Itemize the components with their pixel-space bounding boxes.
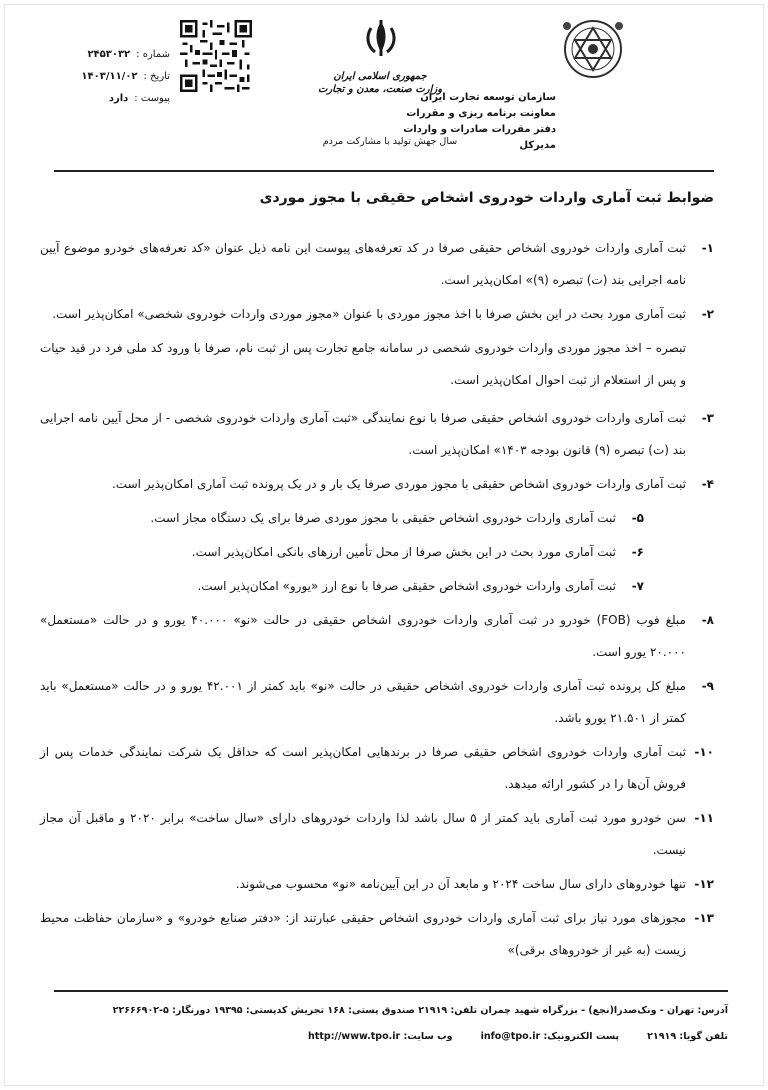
footer-phone: تلفن گویا: ۲۱۹۱۹	[647, 1031, 728, 1042]
regulation-item	[40, 868, 714, 900]
item-number: ۱-	[701, 241, 714, 255]
meta-attachment-label: پیوست :	[134, 93, 170, 104]
qr-code	[180, 20, 252, 92]
meta-number-label: شماره :	[136, 49, 170, 60]
regulation-item	[40, 502, 714, 534]
regulation-item	[40, 902, 714, 966]
item-number: ۱۱-	[694, 811, 714, 825]
org-name: سازمان توسعه تجارت ایران	[420, 92, 556, 103]
item-number: ۶-	[631, 545, 644, 559]
regulation-item	[40, 604, 714, 668]
regulation-item	[40, 232, 714, 296]
item-number: ۲-	[701, 307, 714, 321]
regulation-item	[40, 468, 714, 500]
item-number: ۵-	[631, 511, 644, 525]
regulation-list	[40, 232, 714, 968]
item-number: ۸-	[701, 613, 714, 627]
letter-meta	[30, 44, 170, 110]
note-text: تبصره – اخذ مجوز موردی واردات خودروی شخصی در سامانه جامع تجارت پس از ثبت نام، صرفا با ورود کد ملی فرد در قید حیات و پس از استعلام از ثبت احوال امکان‌پذیر است.	[40, 341, 686, 387]
item-text: مجوزهای مورد نیاز برای ثبت آماری واردات خودروی اشخاص حقیقی عبارتند از: «دفتر صنایع خودرو» و «سازمان حفاظت محیط زیست (به غیر از خودروهای برقی)»	[40, 911, 686, 957]
meta-date-label: تاریخ :	[143, 71, 170, 82]
meta-number-row	[30, 44, 170, 66]
item-number: ۳-	[701, 411, 714, 425]
footer-email-link[interactable]: پست الکترونیک: info@tpo.ir	[480, 1031, 620, 1042]
org-deputy: معاونت برنامه ریزی و مقررات	[406, 108, 556, 119]
regulation-item	[40, 536, 714, 568]
iran-emblem-icon	[363, 18, 399, 58]
regulation-note	[40, 332, 714, 396]
item-text: ثبت آماری مورد بحث در این بخش صرفا با اخذ مجوز موردی با عنوان «مجوز موردی واردات خودروی شخصی» امکان‌پذیر است.	[52, 307, 686, 321]
regulation-item	[40, 298, 714, 330]
item-text: ثبت آماری واردات خودروی اشخاص حقیقی صرفا با نوع ارز «یورو» امکان‌پذیر است.	[197, 579, 616, 593]
item-text: سن خودرو مورد ثبت آماری باید کمتر از ۵ سال باشد لذا واردات خودروهای دارای «سال ساخت» برابر ۲۰۲۰ و ماقبل آن مجاز نیست.	[40, 811, 687, 857]
item-number: ۴-	[701, 477, 714, 491]
ministry-line-1: جمهوری اسلامی ایران	[333, 71, 427, 82]
regulation-item	[40, 402, 714, 466]
org-office: دفتر مقررات صادرات و واردات	[403, 124, 556, 135]
footer-website-link[interactable]: وب سایت: http://www.tpo.ir	[308, 1031, 453, 1042]
meta-attachment-value: دارد	[108, 93, 129, 104]
footer-contacts	[44, 1024, 728, 1050]
item-text: ثبت آماری واردات خودروی اشخاص حقیقی صرفا در برندهایی امکان‌پذیر است که حداقل یک شرکت نمایندگی خدمات پس از فروش آن‌ها را در کشور ارائه میدهد.	[40, 745, 686, 791]
item-number: ۱۲-	[694, 877, 714, 891]
footer-address: آدرس: تهران - ونک‌صدرا(نجع) - بزرگراه شهید چمران تلفن: ۲۱۹۱۹ صندوق پستی: ۱۶۸ تجریش کدپستی: ۱۹۳۹۵ دورنگار: ۵-۲۲۶۶۶۹۰۲	[112, 1005, 728, 1016]
document-title: ضوابط ثبت آماری واردات خودروی اشخاص حقیقی با مجوز موردی	[259, 190, 714, 206]
year-slogan: سال جهش تولید با مشارکت مردم	[322, 136, 458, 147]
item-text: ثبت آماری واردات خودروی اشخاص حقیقی با مجوز موردی صرفا برای یک دستگاه مجاز است.	[150, 511, 616, 525]
item-text: مبلغ کل پرونده ثبت آماری واردات خودروی اشخاص حقیقی در حالت «نو» باید کمتر از ۴۲.۰۰۱ یورو و در حالت «مستعمل» باید کمتر از ۲۱.۵۰۱ یورو باشد.	[40, 679, 686, 725]
regulation-item	[40, 802, 714, 866]
regulation-item	[40, 736, 714, 800]
regulation-item	[40, 670, 714, 734]
item-text: تنها خودروهای دارای سال ساخت ۲۰۲۴ و مابعد آن در این آیین‌نامه «نو» محسوب می‌شوند.	[235, 877, 686, 891]
item-text: ثبت آماری واردات خودروی اشخاص حقیقی صرفا در کد تعرفه‌های پیوست این نامه ذیل عنوان «کد تعرفه‌های خودرو موضوع آیین نامه اجرایی بند (ت) تبصره (۹)» امکان‌پذیر است.	[40, 241, 686, 287]
meta-date-row	[30, 66, 170, 88]
ministry-line-2: وزارت صنعت، معدن و تجارت	[317, 84, 443, 95]
ministry-name	[310, 70, 450, 96]
meta-attachment-row	[30, 88, 170, 110]
item-number: ۷-	[631, 579, 644, 593]
meta-date-value: ۱۴۰۳/۱۱/۰۲	[81, 71, 138, 82]
item-text: مبلغ فوب (FOB) خودرو در ثبت آماری واردات خودروی اشخاص حقیقی در حالت «نو» ۴۰.۰۰۰ یورو و در حالت «مستعمل» ۲۰.۰۰۰ یورو است.	[40, 613, 686, 659]
item-number: ۱۳-	[694, 911, 714, 925]
item-number: ۹-	[701, 679, 714, 693]
letter-footer	[44, 998, 728, 1050]
meta-number-value: ۲۴۵۳۰۳۲	[87, 49, 131, 60]
item-text: ثبت آماری مورد بحث در این بخش صرفا از محل تأمین ارزهای بانکی امکان‌پذیر است.	[191, 545, 616, 559]
header-divider	[54, 170, 714, 172]
org-director: مدیرکل	[519, 140, 556, 151]
item-text: ثبت آماری واردات خودروی اشخاص حقیقی با مجوز موردی صرفا یک بار و در یک پرونده ثبت آماری امکان‌پذیر است.	[111, 477, 686, 491]
item-number: ۱۰-	[694, 745, 714, 759]
tpo-logo	[545, 14, 641, 84]
footer-divider	[54, 990, 728, 992]
item-text: ثبت آماری واردات خودروی اشخاص حقیقی صرفا با نوع نمایندگی «ثبت آماری واردات خودروی شخصی - از محل آیین نامه اجرایی بند (ت) تبصره (۹) قانون بودجه ۱۴۰۳» امکان‌پذیر است.	[40, 411, 686, 457]
regulation-item	[40, 570, 714, 602]
